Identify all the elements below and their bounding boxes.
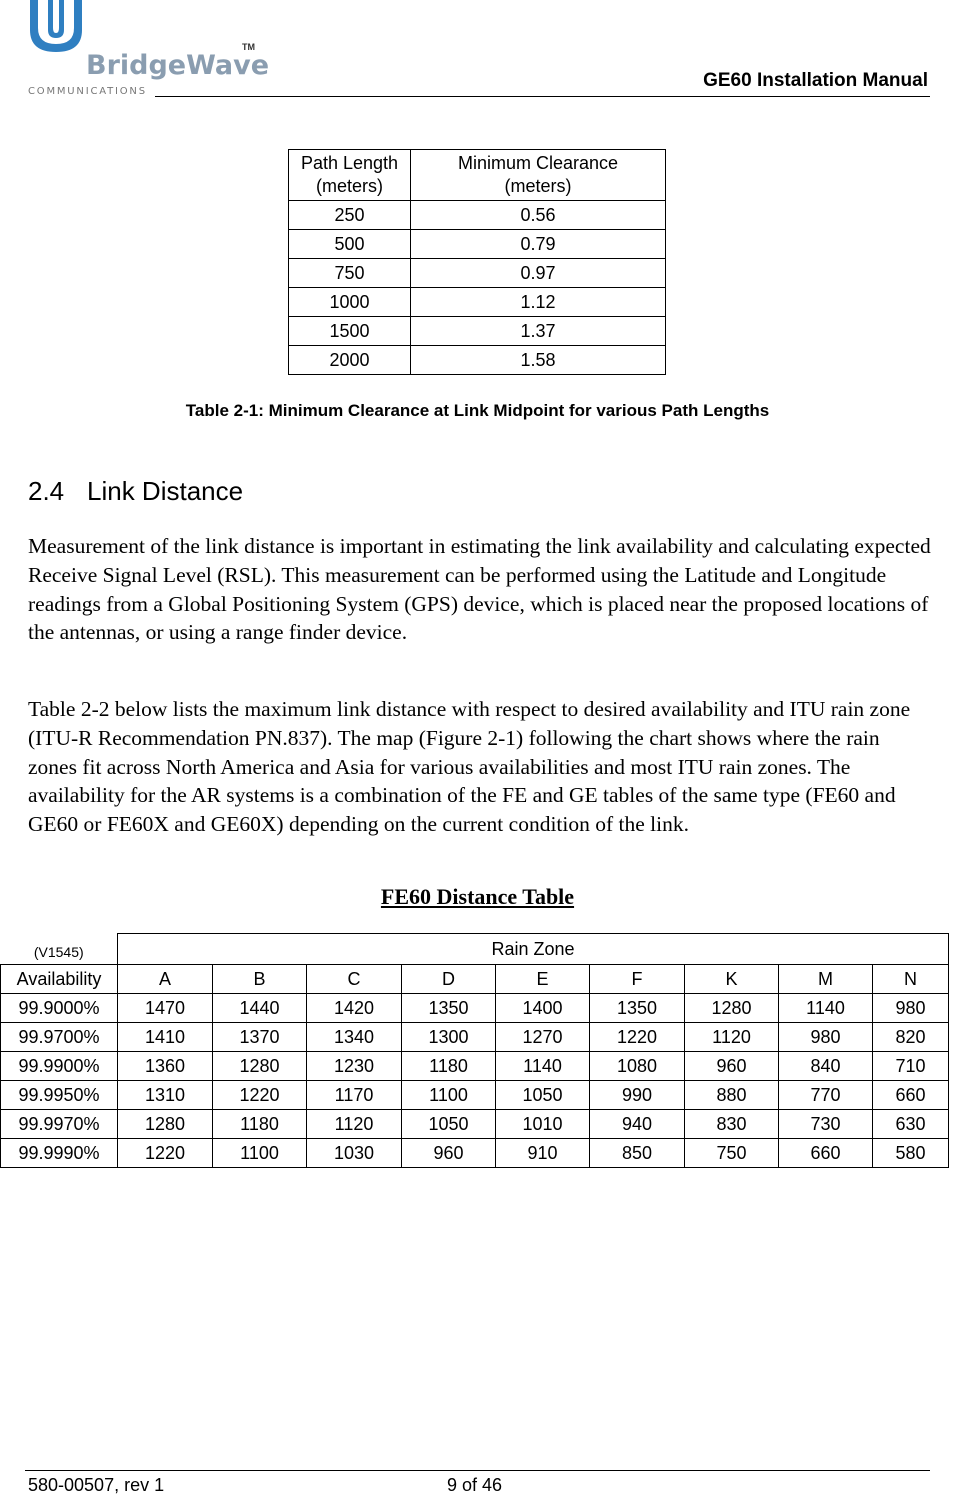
distance-cell: 980 bbox=[873, 994, 949, 1023]
header-line: Minimum Clearance bbox=[457, 153, 619, 173]
distance-cell: 660 bbox=[779, 1139, 873, 1168]
table-row bbox=[289, 259, 666, 288]
page-number: 9 of 46 bbox=[447, 1475, 503, 1495]
table-cell: 1.37 bbox=[411, 317, 666, 346]
bridgewave-logo-icon bbox=[26, 0, 86, 54]
distance-cell: 1050 bbox=[496, 1081, 590, 1110]
section-title: Link Distance bbox=[87, 476, 244, 506]
distance-cell: 1340 bbox=[307, 1023, 402, 1052]
table-row bbox=[289, 288, 666, 317]
header-line: (meters) bbox=[504, 176, 572, 196]
distance-cell: 1010 bbox=[496, 1110, 590, 1139]
table-row bbox=[1, 1023, 949, 1052]
table-row bbox=[289, 317, 666, 346]
table-row bbox=[289, 201, 666, 230]
table-header-cell bbox=[289, 150, 411, 201]
distance-cell: 1280 bbox=[213, 1052, 307, 1081]
distance-cell: 1470 bbox=[118, 994, 213, 1023]
table-cell: 0.79 bbox=[411, 230, 666, 259]
distance-cell: 960 bbox=[685, 1052, 779, 1081]
section-number: 2.4 bbox=[28, 476, 65, 506]
table-cell: 250 bbox=[289, 201, 411, 230]
table-cell: 0.56 bbox=[411, 201, 666, 230]
zone-header-cell: A bbox=[118, 965, 213, 994]
availability-cell: 99.9950% bbox=[1, 1081, 118, 1110]
rain-zone-header-row bbox=[1, 934, 949, 965]
header-divider bbox=[155, 96, 930, 97]
table-cell: 1.12 bbox=[411, 288, 666, 317]
brand-subtitle: COMMUNICATIONS bbox=[28, 86, 147, 97]
distance-cell: 1100 bbox=[213, 1139, 307, 1168]
distance-cell: 1180 bbox=[402, 1052, 496, 1081]
distance-cell: 1220 bbox=[118, 1139, 213, 1168]
table-row bbox=[1, 1052, 949, 1081]
zone-header-cell: N bbox=[873, 965, 949, 994]
availability-cell: 99.9990% bbox=[1, 1139, 118, 1168]
distance-cell: 880 bbox=[685, 1081, 779, 1110]
rain-zone-header: Rain Zone bbox=[118, 934, 949, 965]
zone-header-cell: B bbox=[213, 965, 307, 994]
distance-cell: 1310 bbox=[118, 1081, 213, 1110]
availability-cell: 99.9970% bbox=[1, 1110, 118, 1139]
distance-cell: 580 bbox=[873, 1139, 949, 1168]
distance-cell: 1280 bbox=[118, 1110, 213, 1139]
distance-cell: 1400 bbox=[496, 994, 590, 1023]
header-line: (meters) bbox=[316, 176, 383, 196]
table-cell: 1.58 bbox=[411, 346, 666, 375]
distance-cell: 1350 bbox=[402, 994, 496, 1023]
table-cell: 750 bbox=[289, 259, 411, 288]
availability-cell: 99.9000% bbox=[1, 994, 118, 1023]
table-cell: 2000 bbox=[289, 346, 411, 375]
zone-header-cell: D bbox=[402, 965, 496, 994]
table-cell: 500 bbox=[289, 230, 411, 259]
distance-cell: 830 bbox=[685, 1110, 779, 1139]
distance-table bbox=[0, 933, 949, 1168]
distance-cell: 910 bbox=[496, 1139, 590, 1168]
distance-cell: 980 bbox=[779, 1023, 873, 1052]
distance-cell: 1220 bbox=[590, 1023, 685, 1052]
distance-cell: 940 bbox=[590, 1110, 685, 1139]
distance-cell: 630 bbox=[873, 1110, 949, 1139]
distance-cell: 1360 bbox=[118, 1052, 213, 1081]
zone-header-cell: M bbox=[779, 965, 873, 994]
distance-cell: 850 bbox=[590, 1139, 685, 1168]
distance-cell: 840 bbox=[779, 1052, 873, 1081]
table-row bbox=[1, 1139, 949, 1168]
table-header-cell bbox=[411, 150, 666, 201]
distance-cell: 750 bbox=[685, 1139, 779, 1168]
distance-cell: 1300 bbox=[402, 1023, 496, 1052]
body-paragraph: Table 2-2 below lists the maximum link distance with respect to desired availability and ITU rain zone (ITU-R Recommendation PN.837). The map (Figure 2-1) following the chart shows where the rain zones fit across North America and Asia for various availabilities and most ITU rain zones. The availability for the AR systems is a combination of the FE and GE tables of the same type (FE60 and GE60 or FE60X and GE60X) depending on the current condition of the link. bbox=[28, 697, 911, 837]
brand-name: BridgeWave bbox=[86, 50, 270, 81]
zone-header-cell: E bbox=[496, 965, 590, 994]
table-row bbox=[1, 1081, 949, 1110]
table-cell: 0.97 bbox=[411, 259, 666, 288]
table-row bbox=[1, 994, 949, 1023]
distance-cell: 1140 bbox=[496, 1052, 590, 1081]
distance-cell: 1120 bbox=[685, 1023, 779, 1052]
availability-header: Availability bbox=[1, 965, 118, 994]
zone-header-cell: K bbox=[685, 965, 779, 994]
distance-cell: 1410 bbox=[118, 1023, 213, 1052]
body-paragraph: Measurement of the link distance is important in estimating the link availability and calculating expected Receive Signal Level (RSL). This measurement can be performed using the Latitude and Longitude readings from a Global Positioning System (GPS) device, which is placed near the proposed locations of the antennas, or using a range finder device. bbox=[28, 534, 931, 645]
zone-header-cell: C bbox=[307, 965, 402, 994]
distance-cell: 1030 bbox=[307, 1139, 402, 1168]
distance-cell: 1420 bbox=[307, 994, 402, 1023]
table-row bbox=[1, 1110, 949, 1139]
distance-cell: 1370 bbox=[213, 1023, 307, 1052]
table-row bbox=[289, 230, 666, 259]
distance-cell: 1100 bbox=[402, 1081, 496, 1110]
section-heading bbox=[28, 476, 243, 507]
distance-cell: 1050 bbox=[402, 1110, 496, 1139]
distance-cell: 960 bbox=[402, 1139, 496, 1168]
distance-cell: 990 bbox=[590, 1081, 685, 1110]
distance-cell: 1270 bbox=[496, 1023, 590, 1052]
distance-cell: 1280 bbox=[685, 994, 779, 1023]
distance-cell: 1220 bbox=[213, 1081, 307, 1110]
document-title: GE60 Installation Manual bbox=[703, 70, 928, 91]
zone-header-row bbox=[1, 965, 949, 994]
distance-cell: 1180 bbox=[213, 1110, 307, 1139]
footer-divider bbox=[25, 1470, 930, 1471]
distance-cell: 1440 bbox=[213, 994, 307, 1023]
distance-cell: 1080 bbox=[590, 1052, 685, 1081]
distance-cell: 1170 bbox=[307, 1081, 402, 1110]
availability-cell: 99.9700% bbox=[1, 1023, 118, 1052]
table-cell: 1000 bbox=[289, 288, 411, 317]
distance-cell: 770 bbox=[779, 1081, 873, 1110]
document-number: 580-00507, rev 1 bbox=[28, 1475, 165, 1495]
distance-cell: 660 bbox=[873, 1081, 949, 1110]
availability-cell: 99.9900% bbox=[1, 1052, 118, 1081]
distance-cell: 820 bbox=[873, 1023, 949, 1052]
distance-cell: 1140 bbox=[779, 994, 873, 1023]
table-caption: Table 2-1: Minimum Clearance at Link Midpoint for various Path Lengths bbox=[185, 401, 770, 420]
distance-cell: 1230 bbox=[307, 1052, 402, 1081]
table-header-row bbox=[289, 150, 666, 201]
distance-table-title: FE60 Distance Table bbox=[380, 884, 575, 909]
zone-header-cell: F bbox=[590, 965, 685, 994]
clearance-table bbox=[288, 149, 666, 375]
trademark-mark: TM bbox=[242, 42, 255, 52]
distance-cell: 730 bbox=[779, 1110, 873, 1139]
table-row bbox=[289, 346, 666, 375]
distance-cell: 1120 bbox=[307, 1110, 402, 1139]
company-logo bbox=[18, 0, 270, 100]
distance-cell: 710 bbox=[873, 1052, 949, 1081]
header-line: Path Length bbox=[300, 153, 399, 173]
version-label: (V1545) bbox=[33, 944, 84, 960]
distance-cell: 1350 bbox=[590, 994, 685, 1023]
table-cell: 1500 bbox=[289, 317, 411, 346]
